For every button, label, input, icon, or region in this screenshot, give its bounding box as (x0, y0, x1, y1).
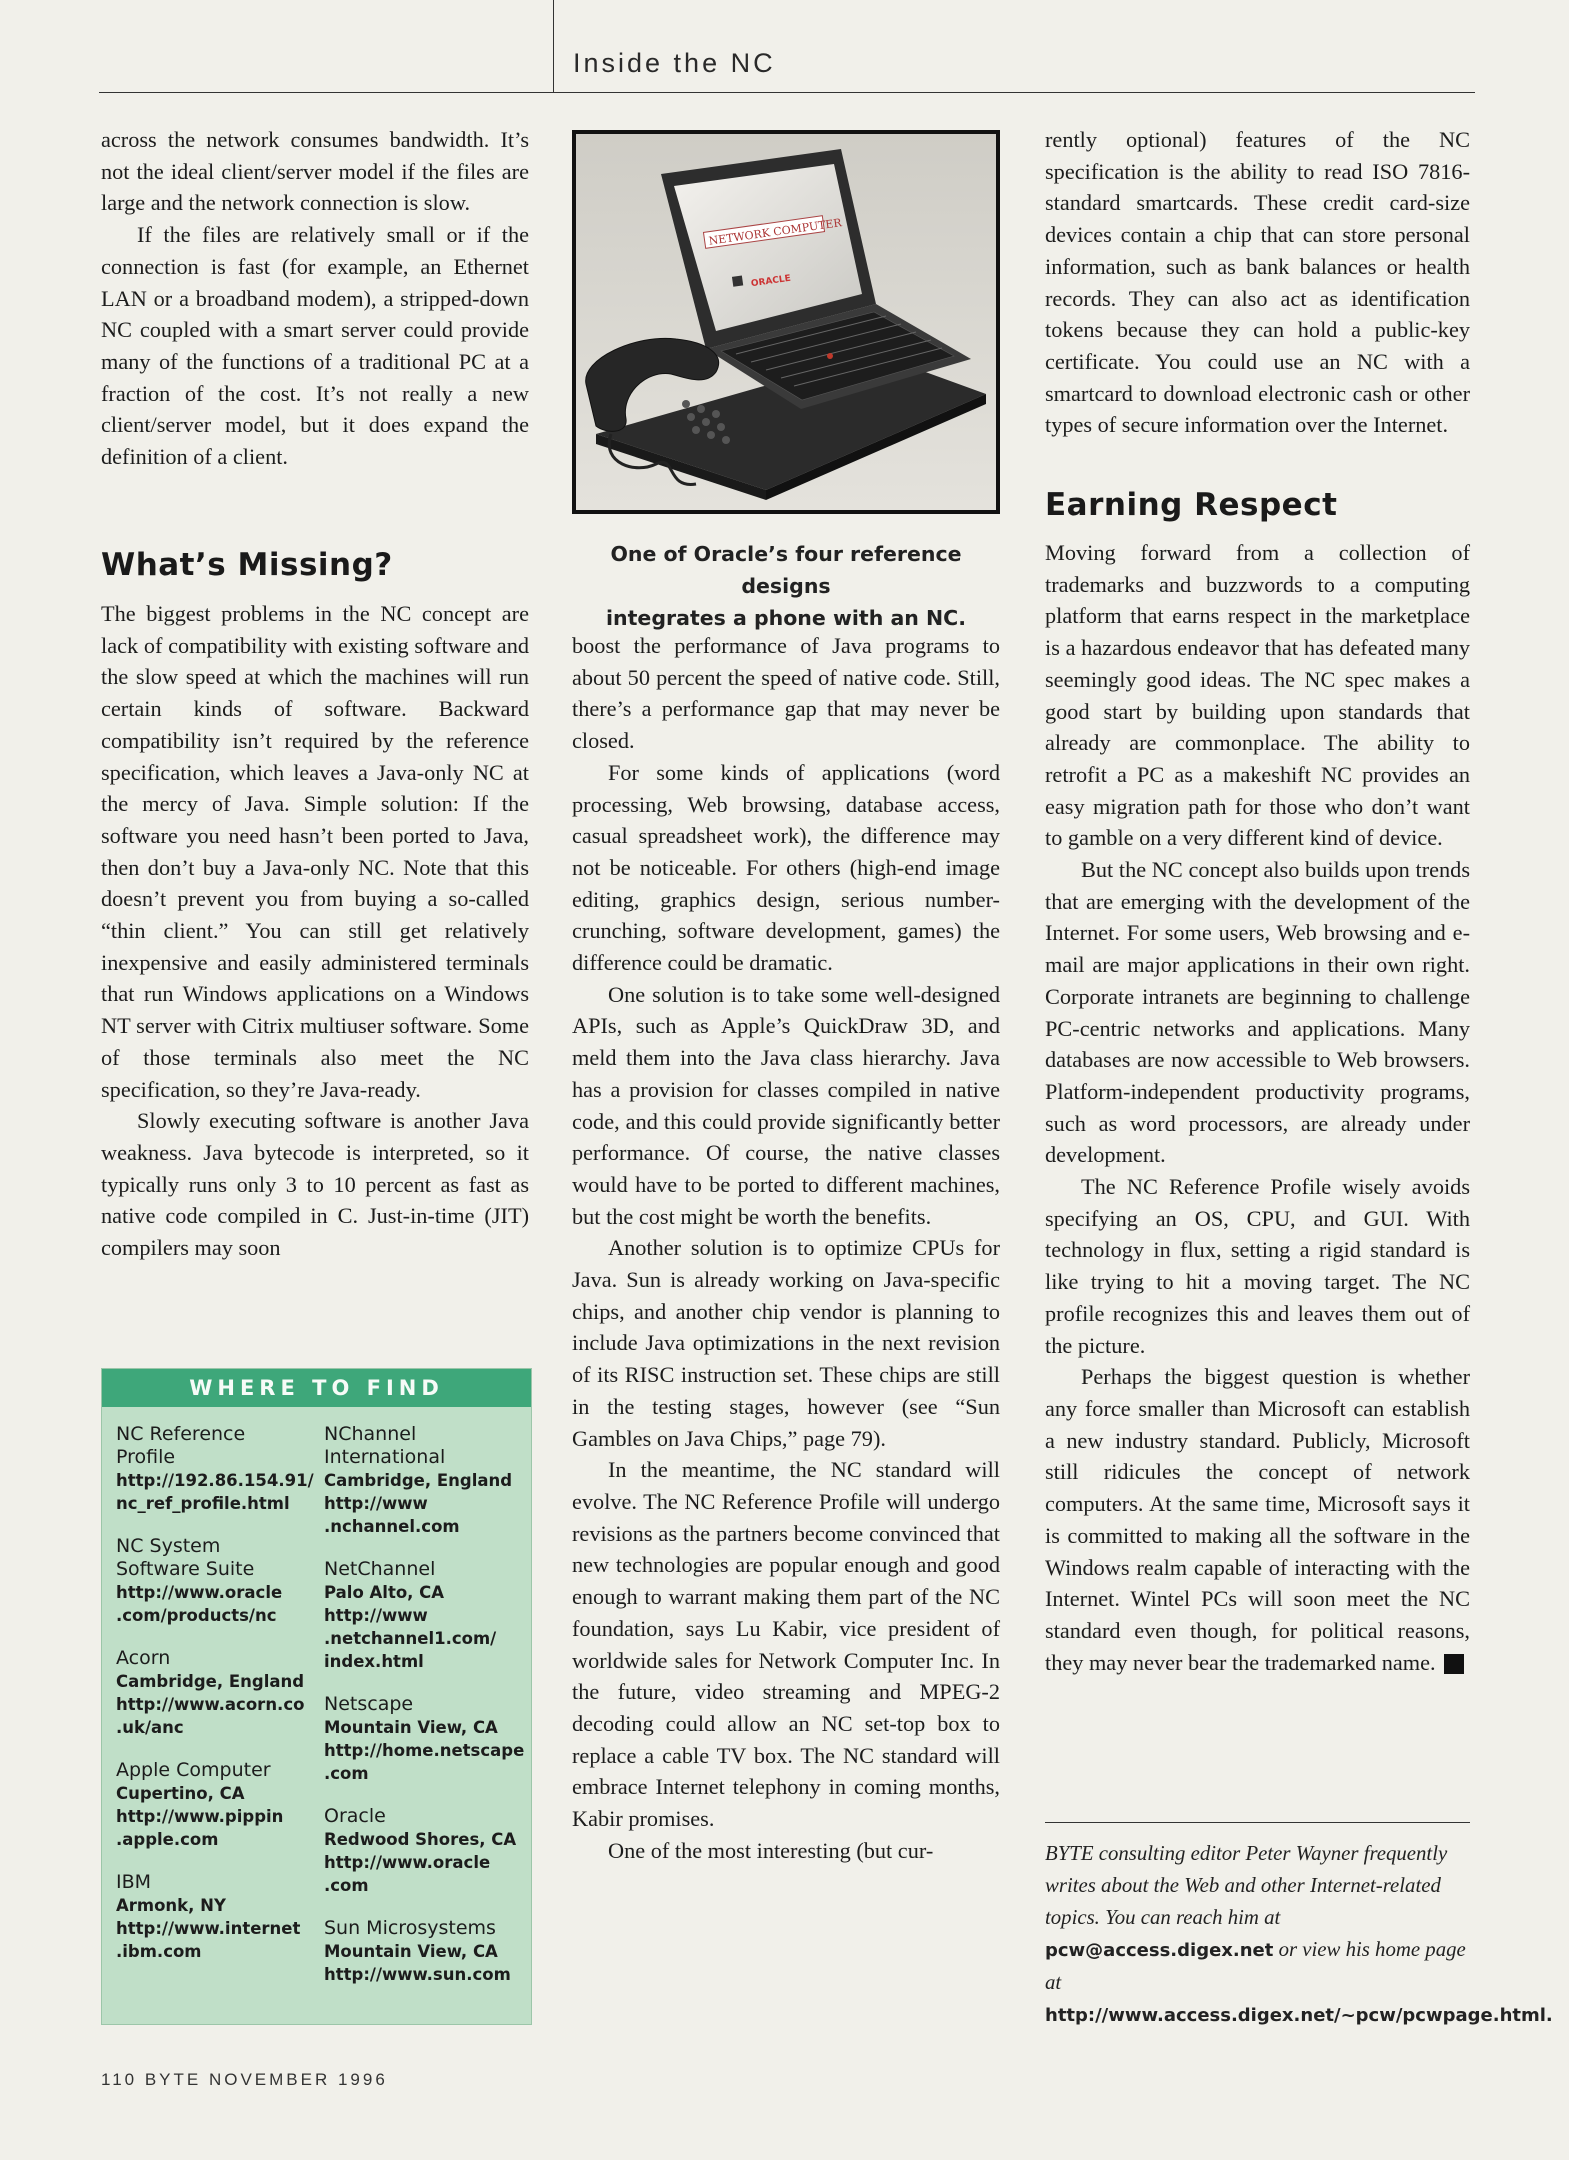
company-url[interactable]: .com (324, 1876, 369, 1895)
company-url[interactable]: http://www.pippin (116, 1807, 284, 1826)
company-location: nc_ref_profile.html (116, 1494, 290, 1513)
where-to-find-entry (324, 1693, 524, 1785)
company-url[interactable]: .uk/anc (116, 1718, 184, 1737)
where-to-find-title: WHERE TO FIND (102, 1369, 531, 1407)
where-to-find-entry (116, 1647, 316, 1739)
bio-divider (1045, 1822, 1470, 1823)
screen-brand: ORACLE (750, 273, 792, 290)
paragraph: One of the most interesting (but cur- (608, 1837, 934, 1863)
paragraph: For some kinds of applications (word processing, Web browsing, database access, casual spreadsheet work), the difference may not be noticeable. For others (high-end image editing, graphics design, serious number-crunching, software development, games) the difference could be dramatic. (572, 759, 1000, 976)
middle-column (572, 630, 1000, 1866)
left-column-body (101, 598, 529, 1264)
company-url[interactable]: .apple.com (116, 1830, 219, 1849)
page-footer: 110 BYTE NOVEMBER 1996 (101, 2070, 388, 2089)
bio-text: or view his home page at (1045, 1938, 1466, 1994)
nc-phone-illustration (576, 134, 996, 510)
header-divider-vertical (553, 0, 554, 92)
company-location: Cupertino, CA (116, 1784, 245, 1803)
bio-text: BYTE consulting editor Peter Wayner frequently writes about the Web and other Internet-related topics. You can reach him at (1045, 1842, 1448, 1929)
paragraph: But the NC concept also builds upon trends that are emerging with the development of the Internet. For some users, Web browsing and e-mail are major applications in their own right. Corporate intranets are beginning to challenge PC-centric networks and applications. Many databases are now accessible to Web browsers. Platform-independent productivity programs, such as word processors, are already under development. (1045, 857, 1470, 1168)
company-url[interactable]: http://www.oracle (324, 1853, 491, 1872)
company-url[interactable]: .com/products/nc (116, 1606, 277, 1625)
right-column-top (1045, 124, 1470, 441)
company-name: NetChannel (324, 1558, 436, 1580)
company-url[interactable]: http://www (324, 1494, 428, 1513)
paragraph: Slowly executing software is another Java weakness. Java bytecode is interpreted, so it typically runs only 3 to 10 percent as fast as native code compiled in C. Just-in-time (JIT) compilers may soon (101, 1108, 529, 1261)
company-url[interactable]: http://www.sun.com (324, 1965, 511, 1984)
where-to-find-box (101, 1368, 532, 2025)
where-to-find-entry (116, 1759, 316, 1851)
company-url[interactable]: http://www.oracle (116, 1583, 283, 1602)
where-to-find-entry (324, 1917, 524, 1986)
paragraph: In the meantime, the NC standard will evolve. The NC Reference Profile will undergo revisions as the partners become convinced that new technologies are popular enough and good enough to warrant making them part of the NC foundation, says Lu Kabir, vice president of worldwide sales for Network Computer Inc. In the future, video streaming and MPEG-2 decoding could allow an NC set-top box to replace a cable TV box. The NC standard will embrace Internet telephony in coming months, Kabir promises. (572, 1457, 1000, 1832)
author-homepage-url[interactable]: http://www.access.digex.net/~pcw/pcwpage.html (1045, 2005, 1546, 2026)
where-to-find-entry (324, 1805, 524, 1897)
header-rule (99, 92, 1475, 93)
bio-end: . (1545, 2005, 1553, 2026)
company-name: Sun Microsystems (324, 1917, 496, 1939)
company-location: Cambridge, England (324, 1471, 513, 1490)
paragraph: boost the performance of Java programs to about 50 percent the speed of native code. Still, there’s a performance gap that may never be closed. (572, 633, 1000, 754)
paragraph: The biggest problems in the NC concept are lack of compatibility with existing software and the slow speed at which the machines will run certain kinds of software. Backward compatibility isn’t required by the reference specification, which leaves a Java-only NC at the mercy of Java. Simple solution: If the software you need hasn’t been ported to Java, then don’t buy a Java-only NC. Note that this doesn’t prevent you from buying a so-called “thin client.” You can still get relatively inexpensive and easily administered terminals that run Windows applications on a Windows NT server with Citrix multiuser software. Some of those terminals also meet the NC specification, so they’re Java-ready. (101, 601, 529, 1102)
section-heading-whats-missing: What’s Missing? (101, 547, 393, 583)
caption-line: One of Oracle’s four reference designs (610, 542, 962, 598)
where-to-find-entry (324, 1423, 524, 1538)
paragraph (1045, 1361, 1492, 1678)
company-url[interactable]: http://www.acorn.co (116, 1695, 305, 1714)
where-to-find-entry (116, 1871, 316, 1963)
company-name: Software Suite (116, 1558, 255, 1580)
where-to-find-column-2 (324, 1423, 524, 2006)
company-name: Netscape (324, 1693, 414, 1715)
end-of-article-mark: B (1444, 1654, 1464, 1674)
company-location: Palo Alto, CA (324, 1583, 445, 1602)
company-name: IBM (116, 1871, 152, 1893)
company-url[interactable]: .com (324, 1764, 369, 1783)
where-to-find-entry (116, 1535, 316, 1627)
company-url[interactable]: .ibm.com (116, 1942, 202, 1961)
paragraph: Another solution is to optimize CPUs for Java. Sun is already working on Java-specific chips, and another chip vendor is planning to include Java optimizations in the next revision of its RISC instruction set. These chips are still in the testing stages, however (see “Sun Gambles on Java Chips,” page 79). (572, 1235, 1000, 1451)
company-name: NC Reference (116, 1423, 246, 1445)
company-name: Apple Computer (116, 1759, 271, 1781)
company-name: NC System (116, 1535, 221, 1557)
left-column-top (101, 124, 529, 473)
company-location: Redwood Shores, CA (324, 1830, 517, 1849)
paragraph-text: Perhaps the biggest question is whether any force smaller than Microsoft can establish a new industry standard. Publicly, Microsoft still ridicules the concept of network computers. At the same time, Microsoft says it is committed to making all the software in the Windows realm capable of interacting with the Internet. Wintel PCs will soon meet the NC standard even though, for political reasons, they may never bear the trademarked name. (1045, 1364, 1470, 1675)
author-email[interactable]: pcw@access.digex.net (1045, 1940, 1274, 1961)
paragraph: rently optional) features of the NC specification is the ability to read ISO 7816-standard smartcards. These credit card-size devices contain a chip that can store personal information, such as bank balances or health records. They can also act as identification tokens because they can hold a public-key certificate. You could use an NC with a smartcard to download electronic cash or other types of secure information over the Internet. (1045, 127, 1470, 438)
paragraph: Moving forward from a collection of trademarks and buzzwords to a computing platform that earns respect in the marketplace is a hazardous endeavor that has defeated many seemingly good ideas. The NC spec makes a good start by building upon standards that already are commonplace. The ability to retrofit a PC as a makeshift NC provides an easy migration path for those who don’t want to gamble on a very different kind of device. (1045, 540, 1470, 851)
company-location: Cambridge, England (116, 1672, 305, 1691)
company-name: Acorn (116, 1647, 171, 1669)
company-url[interactable]: http://home.netscape (324, 1741, 525, 1760)
screen-title: NETWORK COMPUTER (707, 216, 843, 248)
company-location: index.html (324, 1652, 424, 1671)
company-location: Armonk, NY (116, 1896, 226, 1915)
company-url[interactable]: .netchannel1.com/ (324, 1629, 497, 1648)
company-name: Oracle (324, 1805, 386, 1827)
company-url[interactable]: http://www.internet (116, 1919, 301, 1938)
company-location: Mountain View, CA (324, 1942, 498, 1961)
section-heading-earning-respect: Earning Respect (1045, 487, 1338, 523)
company-name: Profile (116, 1446, 176, 1468)
author-bio (1045, 1838, 1553, 2032)
where-to-find-entry (324, 1558, 524, 1673)
right-column-body (1045, 537, 1492, 1678)
product-photo (572, 130, 1000, 514)
company-location: Mountain View, CA (324, 1718, 498, 1737)
paragraph: The NC Reference Profile wisely avoids specifying an OS, CPU, and GUI. With technology in flux, setting a rigid standard is like trying to hit a moving target. The NC profile recognizes this and leaves them out of the picture. (1045, 1174, 1470, 1358)
caption-line: integrates a phone with an NC. (606, 606, 966, 630)
company-name: NChannel (324, 1423, 417, 1445)
photo-caption (572, 538, 1000, 634)
running-header: Inside the NC (573, 48, 776, 78)
paragraph: One solution is to take some well-designed APIs, such as Apple’s QuickDraw 3D, and meld them into the Java class hierarchy. Java has a provision for classes compiled in native code, and this could provide significantly better performance. Of course, the native classes would have to be ported to different machines, but the cost might be worth the benefits. (572, 981, 1000, 1229)
where-to-find-column-1 (116, 1423, 316, 1983)
company-name: International (324, 1446, 446, 1468)
paragraph: across the network consumes bandwidth. It’s not the ideal client/server model if the files are large and the network connection is slow. (101, 127, 529, 216)
company-url[interactable]: http://www (324, 1606, 428, 1625)
company-url[interactable]: http://192.86.154.91/ (116, 1471, 314, 1490)
company-url[interactable]: .nchannel.com (324, 1517, 460, 1536)
where-to-find-entry (116, 1423, 316, 1515)
paragraph: If the files are relatively small or if the connection is fast (for example, an Ethernet LAN or a broadband modem), a stripped-down NC coupled with a smart server could provide many of the functions of a traditional PC at a fraction of the cost. It’s not really a new client/server model, but it does expand the definition of a client. (101, 222, 529, 470)
